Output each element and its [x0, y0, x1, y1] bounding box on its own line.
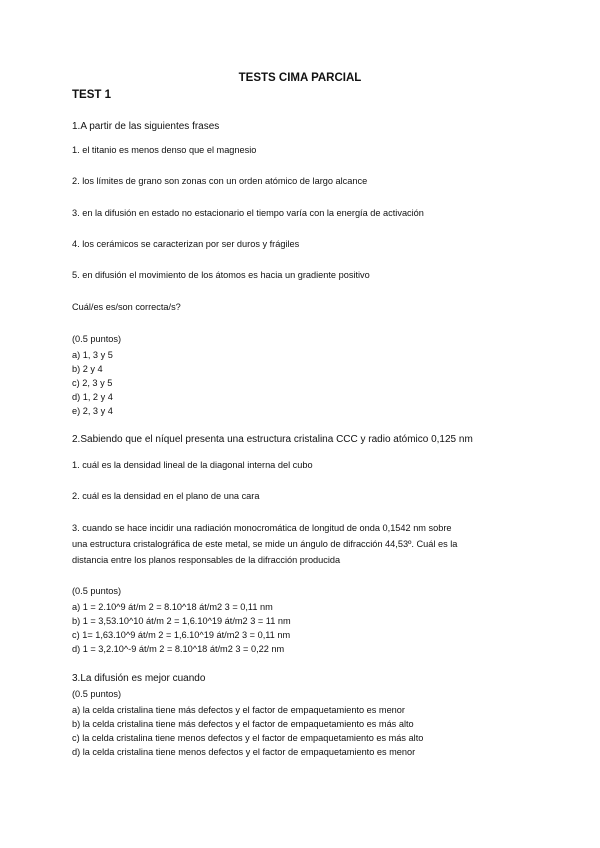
q1-statement: 2. los límites de grano son zonas con un orden atómico de largo alcance	[72, 176, 368, 186]
q1-option-c: c) 2, 3 y 5	[72, 378, 113, 388]
q3-option-a: a) la celda cristalina tiene más defectos y el factor de empaquetamiento es menor	[72, 705, 405, 715]
q3-option-c: c) la celda cristalina tiene menos defectos y el factor de empaquetamiento es más alto	[72, 733, 424, 743]
q3-option-b: b) la celda cristalina tiene más defectos y el factor de empaquetamiento es más alto	[72, 719, 414, 729]
q2-subquestion-3-line: 3. cuando se hace incidir una radiación monocromática de longitud de onda 0,1542 nm sobre	[72, 523, 452, 533]
q1-heading: 1.A partir de las siguientes frases	[72, 121, 220, 132]
q2-subquestion-3-line: una estructura cristalográfica de este metal, se mide un ángulo de difracción 44,53º. Cuál es la	[72, 539, 458, 549]
q3-points: (0.5 puntos)	[72, 689, 122, 699]
q2-option-a: a) 1 = 2.10^9 át/m 2 = 8.10^18 át/m2 3 = 0,11 nm	[72, 602, 273, 612]
q2-subquestion-2: 2. cuál es la densidad en el plano de una cara	[72, 491, 260, 501]
page-title: TESTS CIMA PARCIAL	[238, 72, 362, 84]
q1-option-d: d) 1, 2 y 4	[72, 392, 113, 402]
q1-option-e: e) 2, 3 y 4	[72, 406, 113, 416]
q1-statement: 3. en la difusión en estado no estacionario el tiempo varía con la energía de activación	[72, 208, 424, 218]
q2-option-c: c) 1= 1,63.10^9 át/m 2 = 1,6.10^19 át/m2 3 = 0,11 nm	[72, 630, 291, 640]
q2-subquestion-1: 1. cuál es la densidad lineal de la diagonal interna del cubo	[72, 460, 313, 470]
q1-option-b: b) 2 y 4	[72, 364, 103, 374]
q2-heading: 2.Sabiendo que el níquel presenta una estructura cristalina CCC y radio atómico 0,125 nm	[72, 434, 473, 445]
test-label: TEST 1	[72, 89, 111, 101]
q3-heading: 3.La difusión es mejor cuando	[72, 673, 206, 684]
q2-option-d: d) 1 = 3,2.10^-9 át/m 2 = 8.10^18 át/m2 3 = 0,22 nm	[72, 644, 285, 654]
q1-points: (0.5 puntos)	[72, 334, 122, 344]
q1-statement: 5. en difusión el movimiento de los átomos es hacia un gradiente positivo	[72, 270, 370, 280]
q1-statement: 4. los cerámicos se caracterizan por ser duros y frágiles	[72, 239, 300, 249]
q2-option-b: b) 1 = 3,53.10^10 át/m 2 = 1,6.10^19 át/m2 3 = 11 nm	[72, 616, 291, 626]
q3-option-d: d) la celda cristalina tiene menos defectos y el factor de empaquetamiento es menor	[72, 747, 416, 757]
q1-question: Cuál/es es/son correcta/s?	[72, 302, 181, 312]
q2-subquestion-3-line: distancia entre los planos responsables de la difracción producida	[72, 555, 341, 565]
q1-option-a: a) 1, 3 y 5	[72, 350, 113, 360]
q2-points: (0.5 puntos)	[72, 586, 122, 596]
q1-statement: 1. el titanio es menos denso que el magnesio	[72, 145, 257, 155]
